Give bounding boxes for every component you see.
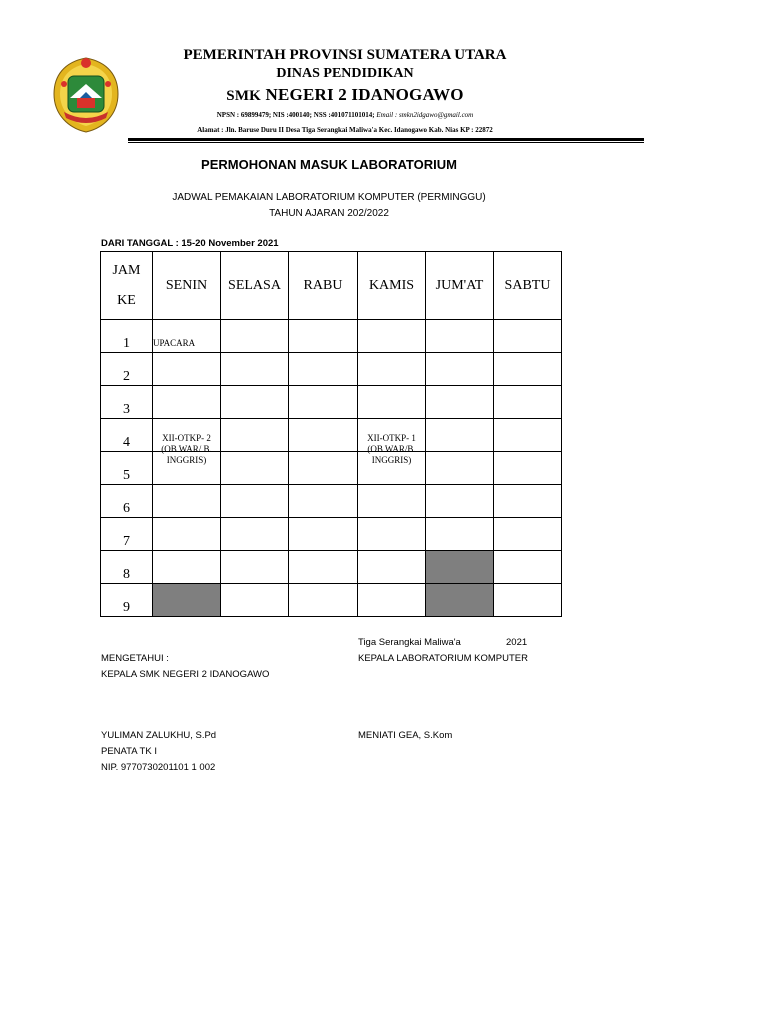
schedule-cell [289,419,358,452]
schedule-cell [358,518,426,551]
schedule-cell [358,353,426,386]
entry-xii-otkp-1: XII-OTKP- 1 (OB WAR/B. INGGRIS) [367,433,416,465]
schedule-cell [494,386,562,419]
school-email: Email : smkn2idgawo@gmail.com [376,111,474,119]
schedule-cell [494,452,562,485]
schedule-cell [153,320,221,353]
schedule-table [100,251,562,617]
column-header-sabtu: SABTU [494,252,562,320]
school-heading [0,85,690,105]
schedule-cell [426,518,494,551]
lab-head-name: MENIATI GEA, S.Kom [358,730,453,741]
column-header-kamis: KAMIS [358,252,426,320]
schedule-cell [358,551,426,584]
schedule-cell [153,386,221,419]
schedule-cell [494,551,562,584]
column-header-selasa: SELASA [221,252,289,320]
table-header-row [101,252,562,320]
table-row [101,419,562,452]
letterhead-rule-thin [128,142,644,143]
period-number: 7 [101,518,153,551]
schedule-cell [426,419,494,452]
shaded-cell [426,551,494,584]
schedule-cell [494,353,562,386]
schedule-cell [153,353,221,386]
schedule-cell [221,584,289,617]
principal-rank: PENATA TK I [101,746,157,757]
schedule-cell [358,584,426,617]
schedule-cell [221,353,289,386]
schedule-cell [358,419,426,465]
principal-name: YULIMAN ZALUKHU, S.Pd [101,730,217,741]
column-header-jumat: JUM'AT [426,252,494,320]
schedule-cell [221,518,289,551]
table-row [101,320,562,353]
school-identifiers [0,111,690,119]
schedule-cell [153,551,221,584]
signing-place: Tiga Serangkai Maliwa'a [358,637,461,648]
schedule-cell [426,386,494,419]
period-number: 6 [101,485,153,518]
table-row [101,518,562,551]
column-header-rabu: RABU [289,252,358,320]
schedule-cell [289,452,358,485]
school-prefix: SMK [226,88,262,104]
schedule-cell [494,419,562,452]
schedule-cell [426,353,494,386]
period-number: 8 [101,551,153,584]
principal-nip: NIP. 9770730201101 1 002 [101,762,216,773]
schedule-cell [289,584,358,617]
table-row [101,584,562,617]
school-ids: NPSN : 69899479; NIS :400140; NSS :401071101014; [216,111,375,119]
jam-label: JAM [112,262,141,278]
schedule-cell [153,485,221,518]
schedule-cell [221,386,289,419]
shaded-cell [153,584,221,617]
schedule-cell [221,419,289,452]
schedule-subtitle: JADWAL PEMAKAIAN LABORATORIUM KOMPUTER (PERMINGGU) [172,192,486,203]
period-number: 2 [101,353,153,386]
school-name: NEGERI 2 IDANOGAWO [265,85,464,104]
schedule-cell [221,485,289,518]
principal-title: KEPALA SMK NEGERI 2 IDANOGAWO [101,669,270,680]
department-heading: DINAS PENDIDIKAN [276,66,414,81]
lab-head-title: KEPALA LABORATORIUM KOMPUTER [358,653,528,664]
ke-label: KE [117,292,136,308]
schedule-cell [494,485,562,518]
signing-year: 2021 [506,637,528,648]
schedule-cell [153,518,221,551]
entry-xii-otkp-2: XII-OTKP- 2 (OB WAR/ B. INGGRIS) [161,433,212,465]
schedule-cell [221,551,289,584]
period-number: 5 [101,452,153,485]
table-row [101,386,562,419]
schedule-cell [153,419,221,465]
schedule-cell [289,353,358,386]
table-row [101,485,562,518]
schedule-cell [358,386,426,419]
schedule-cell [289,485,358,518]
schedule-cell [289,551,358,584]
period-number: 4 [101,419,153,452]
entry-upacara: UPACARA [153,338,196,348]
schedule-cell [289,320,358,353]
schedule-cell [289,386,358,419]
column-header-jam-ke [101,252,153,320]
column-header-senin: SENIN [153,252,221,320]
date-range: DARI TANGGAL : 15-20 November 2021 [101,238,279,249]
schedule-cell [221,320,289,353]
period-number: 3 [101,386,153,419]
letterhead-rule-thick [128,138,644,141]
period-number: 1 [101,320,153,353]
period-number: 9 [101,584,153,617]
shaded-cell [426,584,494,617]
table-row [101,353,562,386]
academic-year: TAHUN AJARAN 202/2022 [269,208,389,219]
schedule-cell [494,584,562,617]
schedule-cell [426,452,494,485]
schedule-cell [358,485,426,518]
schedule-cell [426,485,494,518]
schedule-cell [494,518,562,551]
schedule-cell [289,518,358,551]
government-heading: PEMERINTAH PROVINSI SUMATERA UTARA [183,47,507,63]
document-title: PERMOHONAN MASUK LABORATORIUM [201,157,457,172]
table-row [101,551,562,584]
school-address: Alamat : Jln. Baruse Duru II Desa Tiga Serangkai Maliwa'a Kec. Idanogawo Kab. Nias KP : 22872 [197,126,493,134]
acknowledged-label: MENGETAHUI : [101,653,169,664]
schedule-cell [426,320,494,353]
schedule-cell [221,452,289,485]
schedule-cell [358,320,426,353]
schedule-cell [494,320,562,353]
